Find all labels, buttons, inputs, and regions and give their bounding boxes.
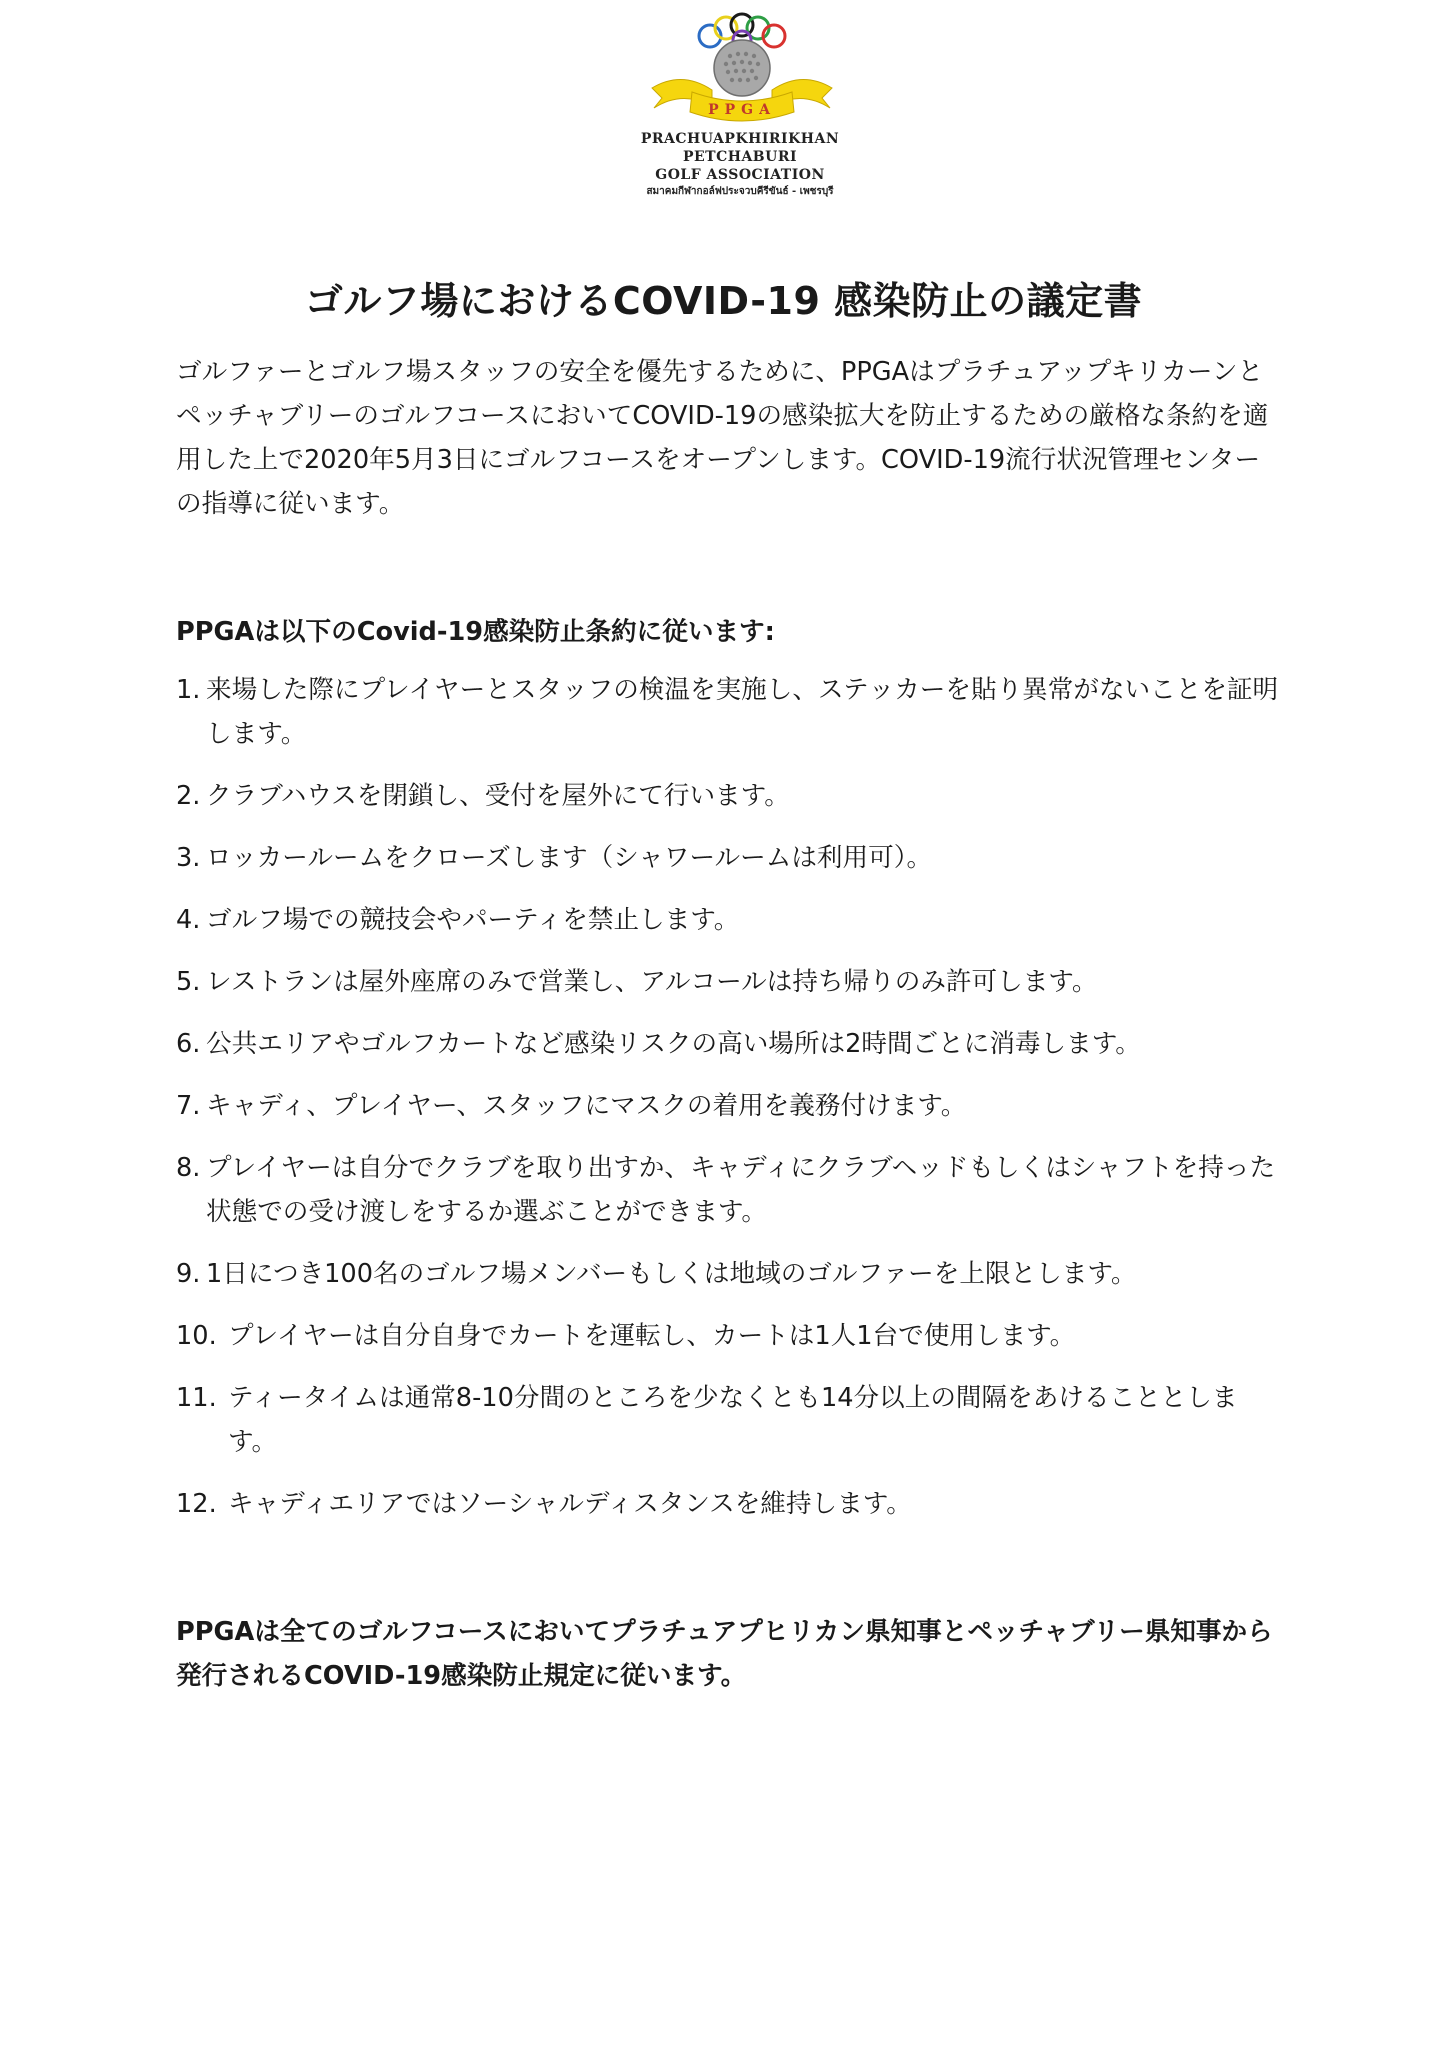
logo-line-3: GOLF ASSOCIATION bbox=[655, 167, 825, 183]
rule-number: 1. bbox=[176, 675, 201, 705]
rule-number: 11. bbox=[176, 1383, 217, 1413]
rule-text: 来場した際にプレイヤーとスタッフの検温を実施し、ステッカーを貼り異常がないことを証明します。 bbox=[206, 675, 1279, 749]
rule-number: 8. bbox=[176, 1153, 201, 1183]
logo-line-2: PETCHABURI bbox=[682, 149, 798, 165]
rule-text: 1日につき100名のゴルフ場メンバーもしくは地域のゴルファーを上限とします。 bbox=[206, 1259, 1137, 1289]
rule-number: 12. bbox=[176, 1489, 217, 1519]
rule-text: プレイヤーは自分でクラブを取り出すか、キャディにクラブヘッドもしくはシャフトを持った状態での受け渡しをするか選ぶことができます。 bbox=[206, 1153, 1276, 1227]
list-item bbox=[176, 668, 1281, 756]
rule-text: キャディ、プレイヤー、スタッフにマスクの着用を義務付けます。 bbox=[206, 1091, 967, 1121]
rule-text: クラブハウスを閉鎖し、受付を屋外にて行います。 bbox=[206, 781, 790, 811]
rule-text: 公共エリアやゴルフカートなど感染リスクの高い場所は2時間ごとに消毒します。 bbox=[206, 1029, 1141, 1059]
list-item bbox=[176, 1376, 1281, 1464]
document-body bbox=[176, 350, 1281, 1698]
list-item bbox=[176, 1146, 1281, 1234]
rule-text: レストランは屋外座席のみで営業し、アルコールは持ち帰りのみ許可します。 bbox=[206, 967, 1098, 997]
rule-number: 5. bbox=[176, 967, 201, 997]
rule-text: ロッカールームをクローズします（シャワールームは利用可）。 bbox=[206, 843, 933, 873]
list-item bbox=[176, 836, 1281, 880]
list-item bbox=[176, 960, 1281, 1004]
page-title: ゴルフ場におけるCOVID-19 感染防止の議定書 bbox=[304, 279, 1143, 323]
logo-text-block bbox=[600, 130, 880, 200]
ribbon-text: PPGA bbox=[708, 102, 776, 118]
rule-text: キャディエリアではソーシャルディスタンスを維持します。 bbox=[228, 1489, 912, 1519]
closing-paragraph: PPGAは全てのゴルフコースにおいてプラチュアプヒリカン県知事とペッチャブリー県知事から発行されるCOVID-19感染防止規定に従います。 bbox=[176, 1617, 1273, 1691]
rule-number: 4. bbox=[176, 905, 201, 935]
list-item bbox=[176, 1314, 1281, 1358]
rule-text: ティータイムは通常8-10分間のところを少なくとも14分以上の間隔をあけることとします。 bbox=[228, 1383, 1238, 1457]
list-item bbox=[176, 898, 1281, 942]
list-item bbox=[176, 1084, 1281, 1128]
list-item bbox=[176, 1022, 1281, 1066]
rule-text: ゴルフ場での競技会やパーティを禁止します。 bbox=[206, 905, 740, 935]
list-item bbox=[176, 1252, 1281, 1296]
intro-paragraph: ゴルファーとゴルフ場スタッフの安全を優先するために、PPGAはプラチュアップキリカーンとペッチャブリーのゴルフコースにおいてCOVID-19の感染拡大を防止するための厳格な条約を適用した上で2020年5月3日にゴルフコースをオープンします。COVID-19流行状況管理センターの指導に従います。 bbox=[176, 357, 1269, 519]
section-heading: PPGAは以下のCovid-19感染防止条約に従います: bbox=[176, 617, 775, 647]
logo-thai-line: สมาคมกีฬากอล์ฟประจวบคีรีขันธ์ - เพชรบุรี bbox=[646, 186, 834, 197]
rule-number: 6. bbox=[176, 1029, 201, 1059]
rule-number: 9. bbox=[176, 1259, 201, 1289]
rule-number: 2. bbox=[176, 781, 201, 811]
rule-number: 10. bbox=[176, 1321, 217, 1351]
list-item bbox=[176, 1482, 1281, 1526]
logo-line-1: PRACHUAPKHIRIKHAN bbox=[640, 131, 840, 147]
rules-list bbox=[176, 668, 1281, 1526]
golf-ball-icon bbox=[714, 40, 770, 96]
rule-number: 3. bbox=[176, 843, 201, 873]
rule-text: プレイヤーは自分自身でカートを運転し、カートは1人1台で使用します。 bbox=[228, 1321, 1076, 1351]
list-item bbox=[176, 774, 1281, 818]
rule-number: 7. bbox=[176, 1091, 201, 1121]
